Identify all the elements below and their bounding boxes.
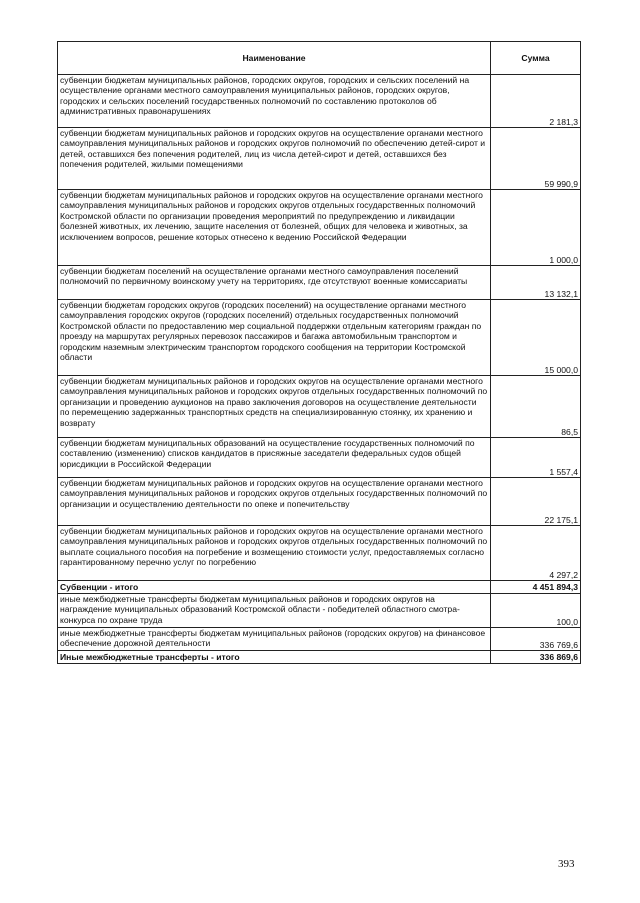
row-name: субвенции бюджетам муниципальных районов и городских округов на осуществление органами местного самоуправления муниципальных районов и городских округов отдельных государственных полномочий по организации и проведению аукционов на право заключения договоров на осуществление деятельности по перемещению задержанных транспортных средств на специализированную стоянку, их хранению и возврату bbox=[58, 376, 491, 438]
row-sum: 336 769,6 bbox=[491, 628, 581, 651]
table-row bbox=[58, 300, 581, 376]
budget-table bbox=[57, 41, 581, 664]
subtotal-other-sum: 336 869,6 bbox=[491, 651, 581, 664]
row-name: иные межбюджетные трансферты бюджетам муниципальных районов и городских округов на награждение муниципальных образований Костромской области - победителей областного смотра-конкурса по охране труда bbox=[58, 594, 491, 628]
subtotal-subventions-sum: 4 451 894,3 bbox=[491, 581, 581, 594]
row-sum: 1 000,0 bbox=[491, 190, 581, 266]
subtotal-subventions-row bbox=[58, 581, 581, 594]
table-row bbox=[58, 526, 581, 581]
row-sum: 4 297,2 bbox=[491, 526, 581, 581]
row-sum: 86,5 bbox=[491, 376, 581, 438]
row-name: субвенции бюджетам муниципальных районов и городских округов на осуществление органами местного самоуправления муниципальных районов и городских округов отдельных государственных полномочий Костромской области по организации проведения мероприятий по предупреждению и ликвидации болезней животных, их лечению, защите населения от болезней, общих для человека и животных, за исключением вопросов, решение которых отнесено к ведению Российской Федерации bbox=[58, 190, 491, 266]
table-row bbox=[58, 190, 581, 266]
row-sum: 59 990,9 bbox=[491, 128, 581, 190]
table-row bbox=[58, 376, 581, 438]
table-row bbox=[58, 594, 581, 628]
subtotal-subventions-label: Субвенции - итого bbox=[58, 581, 491, 594]
row-name: субвенции бюджетам муниципальных районов, городских округов, городских и сельских поселений на осуществление органами местного самоуправления муниципальных районов, городских округов, городских и сельских поселений государственных полномочий по составлению протоколов об административных правонарушениях bbox=[58, 75, 491, 128]
row-name: иные межбюджетные трансферты бюджетам муниципальных районов (городских округов) на финансовое обеспечение дорожной деятельности bbox=[58, 628, 491, 651]
header-name: Наименование bbox=[58, 42, 491, 75]
table-header-row bbox=[58, 42, 581, 75]
row-name: субвенции бюджетам поселений на осуществление органами местного самоуправления поселений полномочий по первичному воинскому учету на территориях, где отсутствуют военные комиссариаты bbox=[58, 266, 491, 300]
table-row bbox=[58, 128, 581, 190]
subtotal-other-label: Иные межбюджетные трансферты - итого bbox=[58, 651, 491, 664]
table-row bbox=[58, 266, 581, 300]
row-sum: 13 132,1 bbox=[491, 266, 581, 300]
row-sum: 15 000,0 bbox=[491, 300, 581, 376]
row-name: субвенции бюджетам муниципальных образований на осуществление государственных полномочий по составлению (изменению) списков кандидатов в присяжные заседатели федеральных судов общей юрисдикции в Российской Федерации bbox=[58, 438, 491, 478]
table-row bbox=[58, 75, 581, 128]
subtotal-other-row bbox=[58, 651, 581, 664]
row-sum: 1 557,4 bbox=[491, 438, 581, 478]
page-number: 393 bbox=[558, 858, 575, 870]
row-name: субвенции бюджетам муниципальных районов и городских округов на осуществление органами местного самоуправления муниципальных районов и городских округов полномочий по обеспечению детей-сирот и детей, оставшихся без попечения родителей, лиц из числа детей-сирот и детей, оставшихся без попечения родителей, жилыми помещениями bbox=[58, 128, 491, 190]
row-sum: 22 175,1 bbox=[491, 478, 581, 526]
table-row bbox=[58, 628, 581, 651]
table-row bbox=[58, 478, 581, 526]
row-name: субвенции бюджетам муниципальных районов и городских округов на осуществление органами местного самоуправления муниципальных районов и городских округов отдельных государственных полномочий по выплате социального пособия на погребение и возмещению стоимости услуг, предоставляемых согласно гарантированному перечню услуг по погребению bbox=[58, 526, 491, 581]
row-sum: 100,0 bbox=[491, 594, 581, 628]
row-name: субвенции бюджетам городских округов (городских поселений) на осуществление органами местного самоуправления городских округов (городских поселений) отдельных государственных полномочий Костромской области по предоставлению мер социальной поддержки отдельным категориям граждан по проезду на маршрутах регулярных перевозок пассажиров и багажа автомобильным транспортом и городским наземным электрическим транспортом городского сообщения на территории Костромской области bbox=[58, 300, 491, 376]
table-row bbox=[58, 438, 581, 478]
row-sum: 2 181,3 bbox=[491, 75, 581, 128]
header-sum: Сумма bbox=[491, 42, 581, 75]
row-name: субвенции бюджетам муниципальных районов и городских округов на осуществление органами местного самоуправления муниципальных районов и городских округов отдельных государственных полномочий по организации и осуществлению деятельности по опеке и попечительству bbox=[58, 478, 491, 526]
